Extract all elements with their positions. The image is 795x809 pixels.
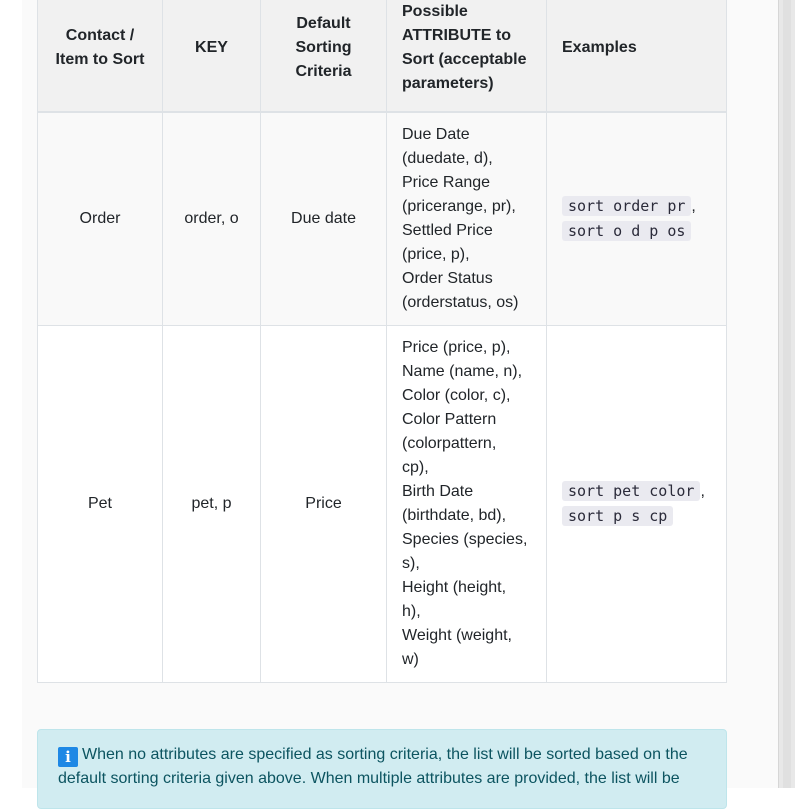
attribute-line: s), bbox=[402, 555, 420, 572]
attribute-line: (price, p), bbox=[402, 245, 470, 263]
cell-default: Due date bbox=[261, 112, 387, 326]
scrollbar[interactable] bbox=[778, 0, 795, 788]
attribute-line: (pricerange, pr), bbox=[402, 197, 516, 215]
attribute-line: (birthdate, bd), bbox=[402, 507, 507, 524]
cell-attributes bbox=[387, 112, 547, 326]
attribute-line: Species (species, bbox=[402, 531, 528, 548]
cell-examples bbox=[547, 326, 727, 683]
header-contact: Contact / Item to Sort bbox=[38, 0, 163, 112]
cell-key: pet, p bbox=[163, 326, 261, 683]
cell-attributes bbox=[387, 326, 547, 683]
attribute-line: (colorpattern, bbox=[402, 435, 497, 452]
example-separator: , bbox=[691, 197, 696, 215]
scrollbar-track[interactable] bbox=[783, 0, 791, 788]
attribute-line: Order Status bbox=[402, 269, 493, 287]
example-command: sort pet color bbox=[562, 481, 700, 501]
attribute-line: Weight (weight, bbox=[402, 627, 512, 644]
cell-examples bbox=[547, 112, 727, 326]
cell-item: Pet bbox=[38, 326, 163, 683]
attribute-line: Birth Date bbox=[402, 483, 474, 500]
example-command: sort order pr bbox=[562, 196, 691, 216]
example-command: sort o d p os bbox=[562, 221, 691, 241]
attribute-line: Due Date bbox=[402, 125, 470, 143]
header-examples: Examples bbox=[547, 0, 727, 112]
info-icon: i bbox=[58, 747, 78, 767]
attribute-line: cp), bbox=[402, 459, 429, 476]
cell-key: order, o bbox=[163, 112, 261, 326]
attribute-line: Price Range bbox=[402, 173, 491, 191]
attribute-line: Height (height, bbox=[402, 579, 507, 596]
example-command: sort p s cp bbox=[562, 506, 673, 526]
header-key: KEY bbox=[163, 0, 261, 112]
attribute-line: Settled Price bbox=[402, 221, 493, 239]
table-row bbox=[38, 326, 727, 683]
info-text: When no attributes are specified as sorting criteria, the list will be sorted based on the default sorting criteria given above. When multiple attributes are provided, the list will be bbox=[58, 746, 688, 787]
info-callout bbox=[37, 729, 727, 809]
attribute-line: Color Pattern bbox=[402, 411, 497, 428]
table-row bbox=[38, 112, 727, 326]
header-possible-attributes: Possible ATTRIBUTE to Sort (acceptable parameters) bbox=[387, 0, 547, 112]
table-header-row bbox=[38, 0, 727, 112]
cell-item: Order bbox=[38, 112, 163, 326]
attribute-line: h), bbox=[402, 603, 421, 620]
attribute-line: (duedate, d), bbox=[402, 149, 493, 167]
sort-criteria-table bbox=[37, 0, 727, 683]
attribute-line: Price (price, p), bbox=[402, 339, 511, 356]
example-separator: , bbox=[700, 483, 705, 500]
attribute-line: (orderstatus, os) bbox=[402, 293, 519, 311]
attribute-line: Name (name, n), bbox=[402, 363, 523, 380]
header-default-criteria: Default Sorting Criteria bbox=[261, 0, 387, 112]
attribute-line: w) bbox=[402, 651, 419, 668]
cell-default: Price bbox=[261, 326, 387, 683]
attribute-line: Color (color, c), bbox=[402, 387, 511, 404]
